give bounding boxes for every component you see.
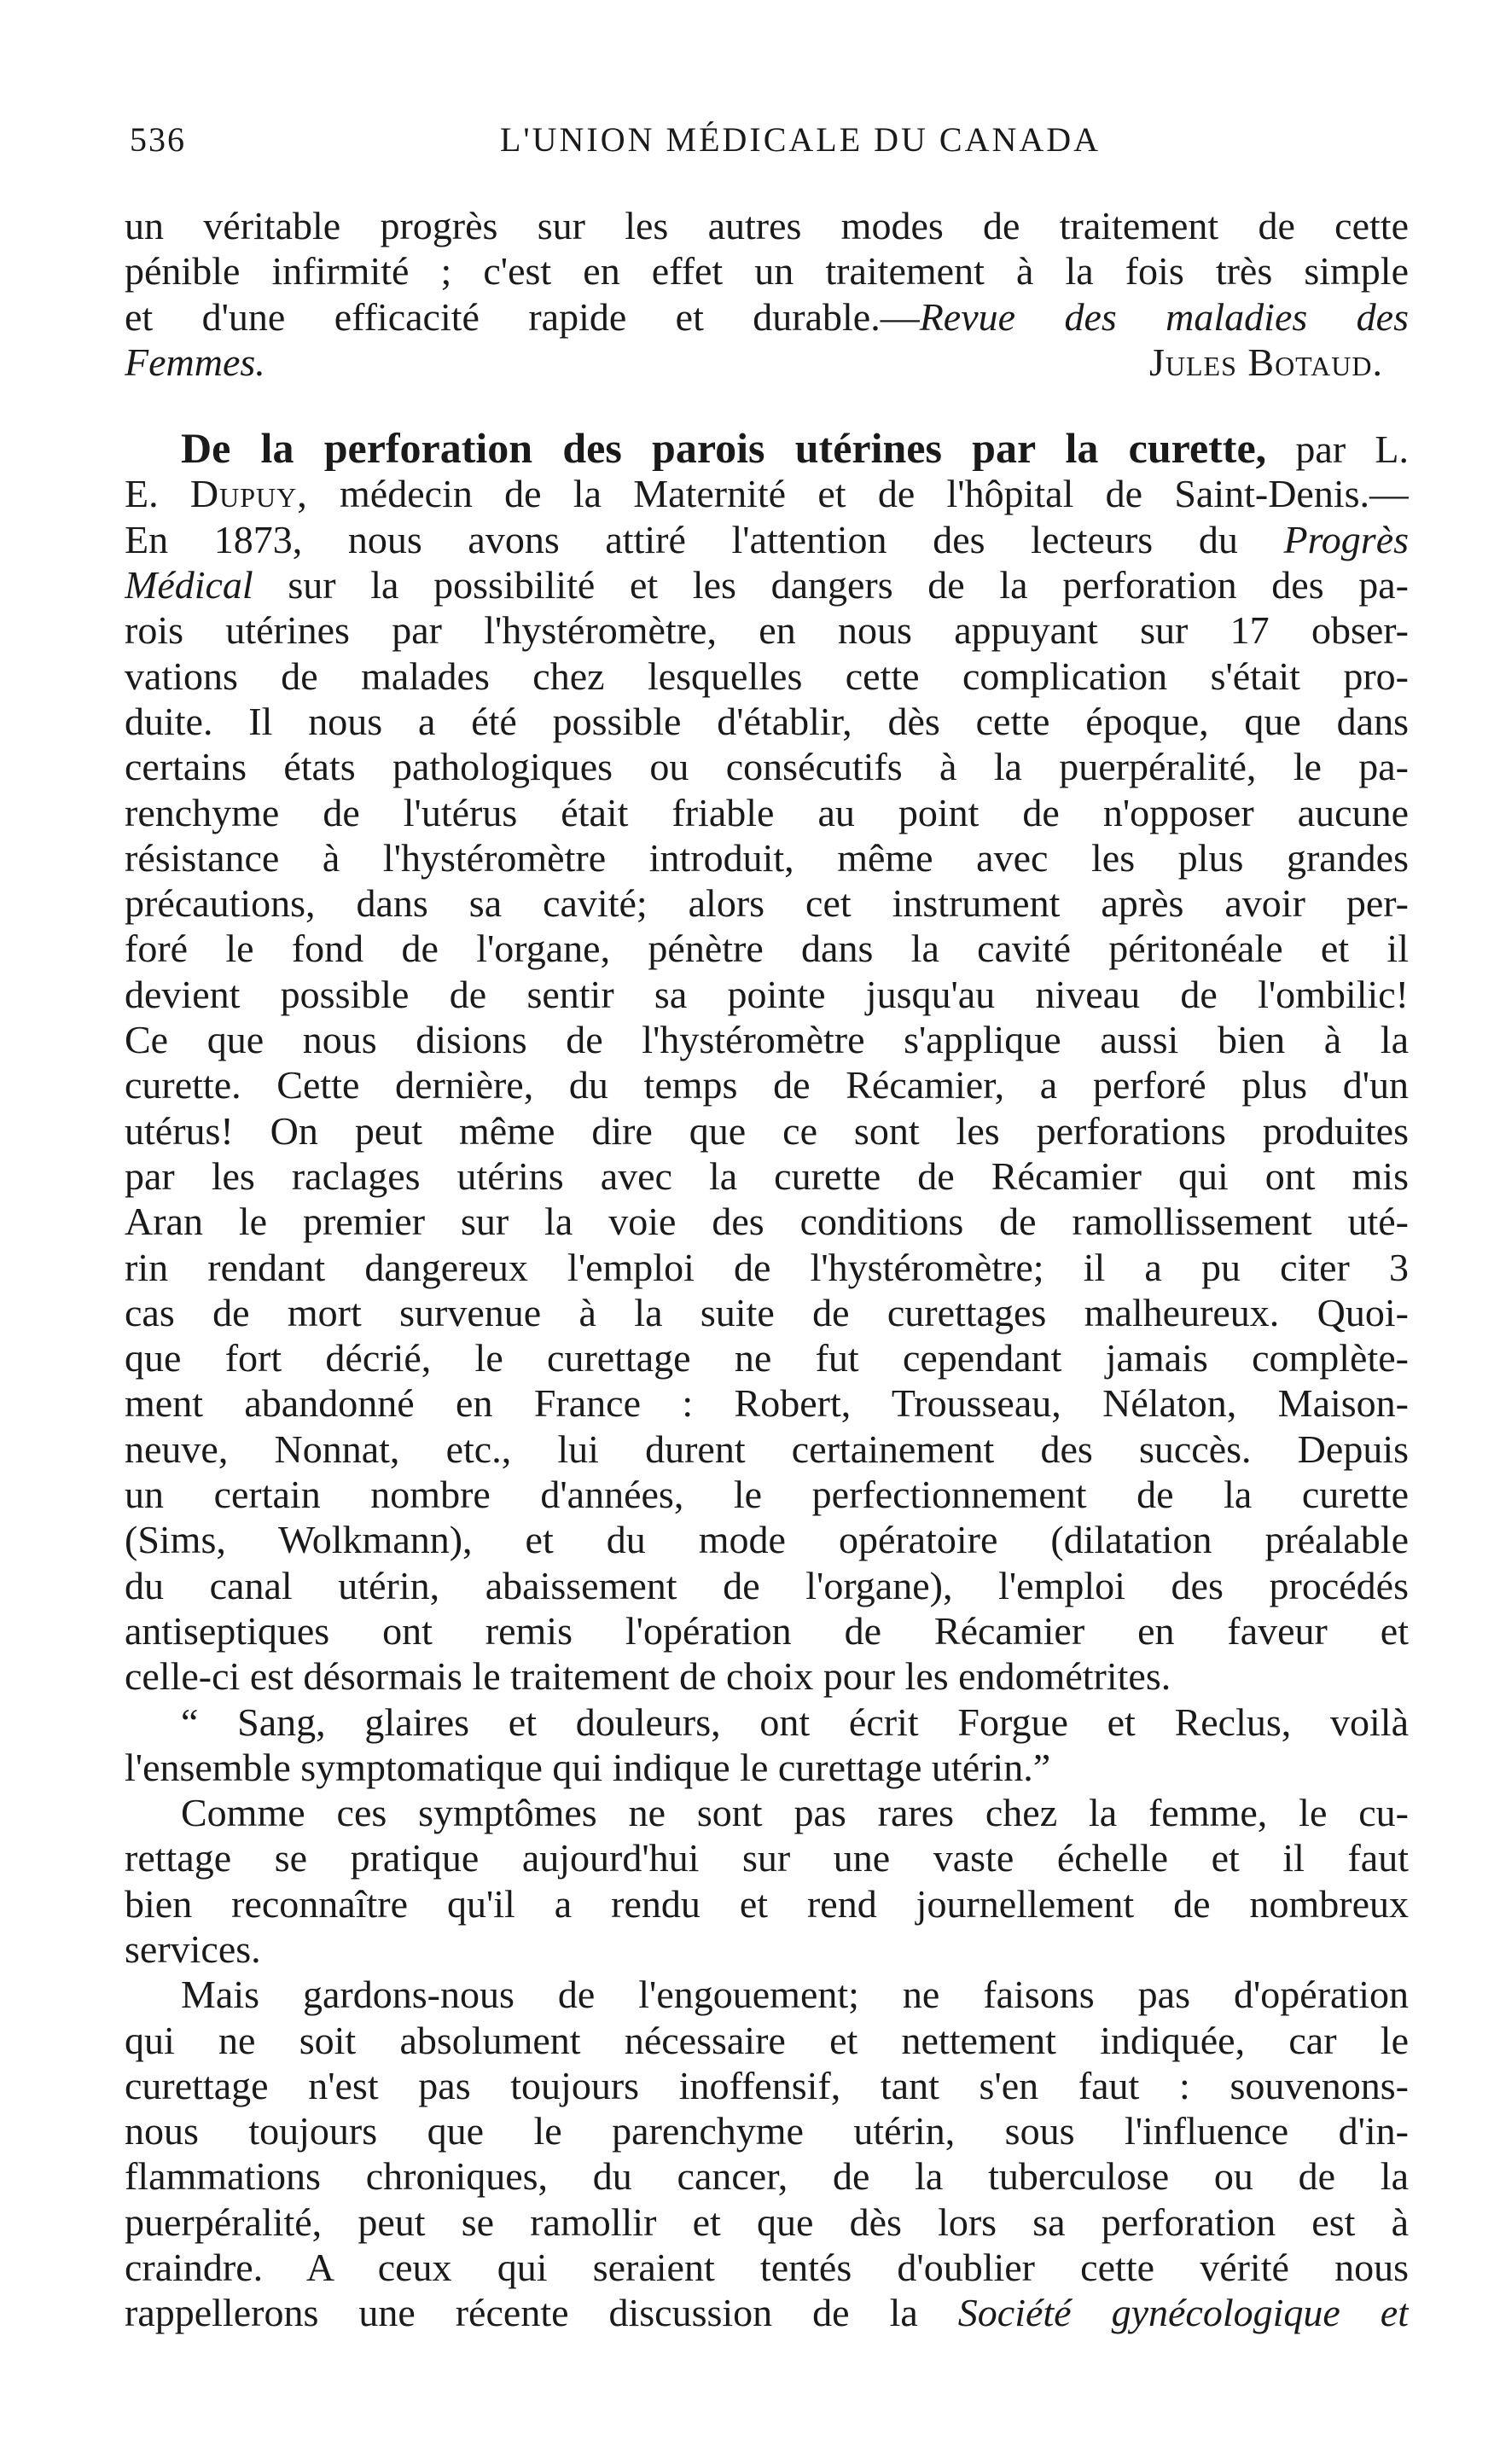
text-line: puerpéralité, peut se ramollir et que dès lors sa perforation est à [125, 2200, 1409, 2244]
text-line: rin rendant dangereux l'emploi de l'hystéromètre; il a pu citer 3 [125, 1245, 1409, 1289]
section-gap [125, 385, 1409, 426]
journal-name: Médical [125, 563, 253, 607]
text-line: celle-ci est désormais le traitement de choix pour les endométrites. [125, 1654, 1171, 1699]
text-line: curette. Cette dernière, du temps de Récamier, a perforé plus d'un [125, 1063, 1409, 1107]
text-line: rois utérines par l'hystéromètre, en nous appuyant sur 17 obser- [125, 608, 1409, 653]
text-line [125, 340, 1409, 385]
text-line: bien reconnaître qu'il a rendu et rend journellement de nombreux [125, 1881, 1409, 1926]
page-number: 536 [130, 120, 186, 159]
byline-start: par L. [1295, 427, 1409, 472]
text-line: ment abandonné en France : Robert, Trousseau, Nélaton, Maison- [125, 1381, 1409, 1426]
text-fragment: rappellerons une récente discussion de la [125, 2291, 918, 2335]
society-name: Société gynécologique et [957, 2291, 1409, 2335]
text-line: Mais gardons-nous de l'engouement; ne faisons pas d'opération [181, 1973, 1409, 2017]
author-signature: Jules Botaud. [1148, 340, 1383, 384]
text-line: flammations chroniques, du cancer, de la tuberculose ou de la [125, 2154, 1409, 2199]
author-name: Dupuy, [189, 472, 308, 516]
text-line: curettage n'est pas toujours inoffensif, tant s'en faut : souvenons- [125, 2063, 1409, 2107]
text-line: qui ne soit absolument nécessaire et nettement indiquée, car le [125, 2018, 1409, 2062]
text-fragment: et d'une efficacité rapide et durable.— [125, 294, 920, 339]
text-line: résistance à l'hystéromètre introduit, même avec les plus grandes [125, 835, 1409, 880]
text-line: craindre. A ceux qui seraient tentés d'oublier cette vérité nous [125, 2246, 1409, 2290]
text-line: neuve, Nonnat, etc., lui durent certainement des succès. Depuis [125, 1427, 1409, 1471]
text-line: pénible infirmité ; c'est en effet un traitement à la fois très simple [125, 249, 1409, 293]
text-line: Ce que nous disions de l'hystéromètre s'applique aussi bien à la [125, 1018, 1409, 1062]
page-header [126, 101, 1406, 159]
body-text [125, 203, 1409, 2336]
text-line: un véritable progrès sur les autres modes de traitement de cette [125, 204, 1409, 247]
text-line: renchyme de l'utérus était friable au point de n'opposer aucune [125, 790, 1409, 834]
text-line [125, 294, 1409, 340]
author-initial: E. [125, 472, 159, 516]
text-line [125, 2290, 1409, 2335]
text-line: l'ensemble symptomatique qui indique le curettage utérin.” [125, 1745, 1051, 1789]
text-line: utérus! On peut même dire que ce sont les perforations produites [125, 1108, 1409, 1153]
text-line: services. [125, 1926, 261, 1971]
text-line: “ Sang, glaires et douleurs, ont écrit Forgue et Reclus, voilà [181, 1700, 1409, 1744]
source-citation: Revue des maladies des [919, 294, 1409, 339]
text-line: antiseptiques ont remis l'opération de Récamier en faveur et [125, 1608, 1409, 1653]
text-line: foré le fond de l'organe, pénètre dans la cavité péritonéale et il [125, 927, 1409, 971]
text-line: Comme ces symptômes ne sont pas rares chez la femme, le cu- [181, 1791, 1409, 1835]
text-line: devient possible de sentir sa pointe jusqu'au niveau de l'ombilic! [125, 972, 1409, 1016]
article-title: De la perforation des parois utérines par la curette, [181, 426, 1267, 472]
text-line [125, 562, 1409, 607]
author-affiliation: médecin de la Maternité et de l'hôpital de Saint-Denis.— [340, 472, 1409, 516]
text-line: nous toujours que le parenchyme utérin, sous l'influence d'in- [125, 2109, 1409, 2153]
text-line: du canal utérin, abaissement de l'organe), l'emploi des procédés [125, 1563, 1409, 1607]
text-line: précautions, dans sa cavité; alors cet instrument après avoir per- [125, 881, 1409, 926]
text-line: certains états pathologiques ou consécutifs à la puerpéralité, le pa- [125, 745, 1409, 789]
text-line: rettage se pratique aujourd'hui sur une vaste échelle et il faut [125, 1836, 1409, 1880]
text-line: un certain nombre d'années, le perfectionnement de la curette [125, 1473, 1409, 1517]
text-line: vations de malades chez lesquelles cette complication s'était pro- [125, 654, 1409, 698]
source-citation: Femmes. [125, 340, 265, 384]
running-title: L'UNION MÉDICALE DU CANADA [500, 120, 1102, 159]
text-line: par les raclages utérins avec la curette de Récamier qui ont mis [125, 1154, 1409, 1198]
journal-name: Progrès [1283, 517, 1409, 561]
article-title-line [125, 426, 1409, 471]
text-line [125, 471, 1409, 516]
text-line: Aran le premier sur la voie des conditions de ramollissement uté- [125, 1200, 1409, 1244]
text-line: (Sims, Wolkmann), et du mode opératoire (dilatation préalable [125, 1518, 1409, 1562]
text-line [125, 517, 1409, 562]
text-line: cas de mort survenue à la suite de curettages malheureux. Quoi- [125, 1290, 1409, 1334]
text-line: que fort décrié, le curettage ne fut cependant jamais complète- [125, 1336, 1409, 1380]
text-line: duite. Il nous a été possible d'établir, dès cette époque, que dans [125, 699, 1409, 743]
text-fragment: sur la possibilité et les dangers de la perforation des pa- [288, 563, 1409, 607]
text-fragment: En 1873, nous avons attiré l'attention des lecteurs du [125, 517, 1238, 561]
